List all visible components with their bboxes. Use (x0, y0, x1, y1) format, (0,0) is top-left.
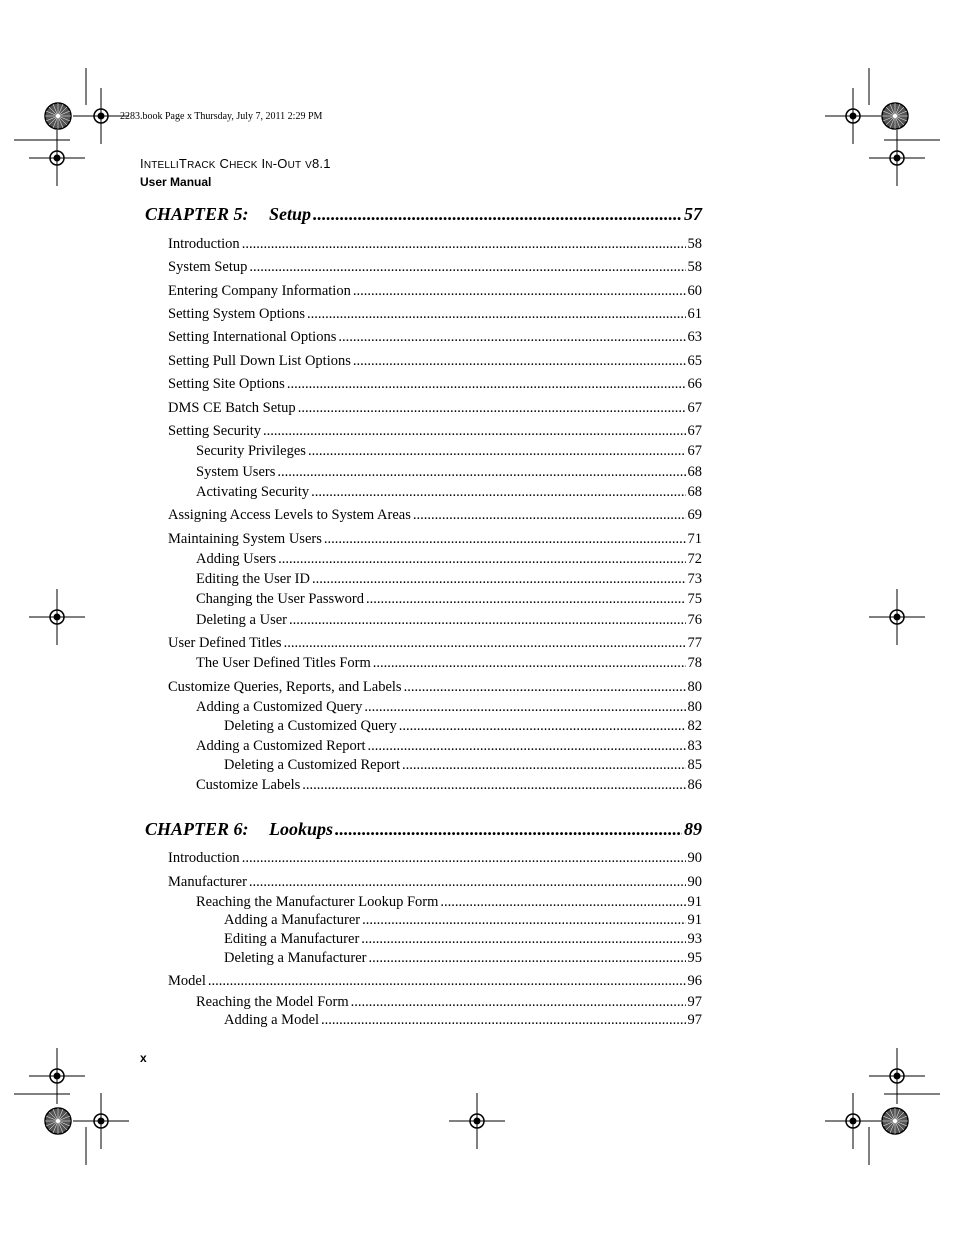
dot-leader (242, 850, 686, 867)
toc-entry-page: 71 (687, 531, 702, 547)
dot-leader (373, 655, 686, 672)
toc-entry-page: 63 (687, 329, 702, 345)
toc-entry-page: 82 (687, 718, 702, 734)
dot-leader (362, 912, 685, 929)
dot-leader (335, 819, 682, 840)
toc-entry[interactable] (168, 376, 702, 393)
dot-leader (298, 400, 686, 417)
toc-entry-label: Security Privileges (196, 443, 306, 459)
toc-entry-page: 97 (687, 994, 702, 1010)
toc-entry-page: 97 (687, 1012, 702, 1028)
toc-entry-page: 72 (687, 551, 702, 567)
toc-entry[interactable] (168, 850, 702, 867)
toc-entry[interactable] (196, 655, 702, 672)
dot-leader (366, 591, 686, 608)
toc-entry-label: Changing the User Password (196, 591, 364, 607)
toc-entry-page: 58 (687, 259, 702, 275)
toc-entry[interactable] (168, 283, 702, 300)
toc-entry-page: 91 (687, 894, 702, 910)
chapter-number: CHAPTER 6: (145, 819, 249, 839)
toc-entry-page: 67 (687, 443, 702, 459)
dot-leader (249, 259, 685, 276)
dot-leader (368, 738, 686, 755)
toc-entry-label: Deleting a User (196, 612, 287, 628)
toc-entry-label: Adding Users (196, 551, 277, 567)
toc-entry[interactable] (168, 423, 702, 440)
toc-entry[interactable] (196, 591, 702, 608)
chapter-title: Lookups (269, 819, 334, 839)
toc-entry-page: 66 (687, 376, 702, 392)
toc-entry[interactable] (224, 1012, 702, 1029)
dot-leader (402, 757, 686, 774)
toc-entry[interactable] (168, 507, 702, 524)
toc-chapter-heading[interactable] (145, 204, 702, 225)
dot-leader (313, 204, 682, 225)
toc-entry[interactable] (168, 531, 702, 548)
toc-entry-page: 77 (687, 635, 702, 651)
chapter-page-number: 89 (684, 819, 702, 839)
toc-entry[interactable] (196, 699, 702, 716)
toc-entry[interactable] (196, 612, 702, 629)
dot-leader (242, 236, 686, 253)
toc-entry-page: 96 (687, 973, 702, 989)
toc-entry-page: 60 (687, 283, 702, 299)
toc-chapter-heading[interactable] (145, 819, 702, 840)
toc-entry-page: 75 (687, 591, 702, 607)
toc-entry-label: Model (168, 973, 206, 989)
toc-entry-label: Setting Pull Down List Options (168, 353, 351, 369)
toc-entry-page: 80 (687, 679, 702, 695)
toc-entry-label: Activating Security (196, 484, 310, 500)
toc-entry-label: Introduction (168, 850, 240, 866)
toc-entry-label: Customize Queries, Reports, and Labels (168, 679, 402, 695)
dot-leader (287, 376, 686, 393)
toc-entry[interactable] (168, 874, 702, 891)
toc-entry-label: Deleting a Customized Query (224, 718, 397, 734)
toc-entry[interactable] (168, 973, 702, 990)
toc-entry[interactable] (168, 236, 702, 253)
toc-entry-label: Editing a Manufacturer (224, 931, 360, 947)
dot-leader (249, 874, 686, 891)
toc-entry[interactable] (196, 738, 702, 755)
toc-entry-page: 90 (687, 874, 702, 890)
dot-leader (413, 507, 686, 524)
toc-entry-page: 73 (687, 571, 702, 587)
running-header-title: INTELLITRACK CHECK IN-OUT V8.1 (140, 156, 331, 171)
dot-leader (361, 931, 685, 948)
toc-entry-label: Adding a Customized Query (196, 699, 363, 715)
toc-entry-label: Editing the User ID (196, 571, 310, 587)
toc-entry-page: 61 (687, 306, 702, 322)
dot-leader (312, 571, 686, 588)
dot-leader (351, 994, 686, 1011)
dot-leader (324, 531, 686, 548)
toc-entry-label: Reaching the Model Form (196, 994, 349, 1010)
chapter-title: Setup (269, 204, 312, 224)
toc-entry[interactable] (196, 777, 702, 794)
toc-entry[interactable] (168, 400, 702, 417)
toc-entry[interactable] (168, 306, 702, 323)
toc-entry-label: Maintaining System Users (168, 531, 322, 547)
dot-leader (399, 718, 686, 735)
toc-entry[interactable] (196, 443, 702, 460)
toc-entry-page: 91 (687, 912, 702, 928)
dot-leader (308, 443, 686, 460)
toc-entry[interactable] (224, 718, 702, 735)
toc-entry-label: Entering Company Information (168, 283, 351, 299)
toc-entry-label: Assigning Access Levels to System Areas (168, 507, 411, 523)
toc-entry[interactable] (168, 329, 702, 346)
toc-entry[interactable] (196, 464, 702, 481)
toc-entry[interactable] (168, 679, 702, 696)
dot-leader (307, 306, 686, 323)
dot-leader (440, 894, 685, 911)
dot-leader (369, 950, 686, 967)
toc-entry-page: 86 (687, 777, 702, 793)
dot-leader (208, 973, 686, 990)
dot-leader (263, 423, 685, 440)
dot-leader (353, 283, 686, 300)
toc-entry-label: Setting International Options (168, 329, 337, 345)
toc-entry-page: 95 (687, 950, 702, 966)
toc-entry-page: 80 (687, 699, 702, 715)
chapter-page-number: 57 (684, 204, 702, 224)
toc-entry-label: Adding a Customized Report (196, 738, 366, 754)
toc-entry-label: Setting System Options (168, 306, 305, 322)
toc-entry-label: Deleting a Customized Report (224, 757, 400, 773)
toc-entry-label: Reaching the Manufacturer Lookup Form (196, 894, 439, 910)
toc-entry-label: Adding a Model (224, 1012, 320, 1028)
page-number: x (140, 1051, 147, 1065)
toc-entry[interactable] (196, 484, 702, 501)
toc-entry[interactable] (224, 931, 702, 948)
dot-leader (364, 699, 685, 716)
toc-entry[interactable] (168, 259, 702, 276)
dot-leader (302, 777, 685, 794)
dot-leader (321, 1012, 685, 1029)
toc-entry-page: 68 (687, 464, 702, 480)
toc-entry[interactable] (224, 950, 702, 967)
toc-entry-label: Deleting a Manufacturer (224, 950, 367, 966)
toc-entry[interactable] (196, 894, 702, 911)
toc-entry[interactable] (168, 353, 702, 370)
toc-entry-page: 58 (687, 236, 702, 252)
toc-entry-page: 76 (687, 612, 702, 628)
dot-leader (311, 484, 685, 501)
toc-entry-label: The User Defined Titles Form (196, 655, 371, 671)
dot-leader (289, 612, 686, 629)
toc-entry-page: 78 (687, 655, 702, 671)
toc-entry-label: System Setup (168, 259, 248, 275)
toc-entry-label: User Defined Titles (168, 635, 282, 651)
toc-entry-label: DMS CE Batch Setup (168, 400, 296, 416)
toc-entry-page: 93 (687, 931, 702, 947)
toc-entry[interactable] (196, 994, 702, 1011)
dot-leader (338, 329, 685, 346)
toc-entry-label: Customize Labels (196, 777, 301, 793)
toc-entry-page: 85 (687, 757, 702, 773)
toc-entry-page: 83 (687, 738, 702, 754)
toc-entry[interactable] (224, 757, 702, 774)
toc-entry[interactable] (168, 635, 702, 652)
toc-entry-label: Setting Security (168, 423, 262, 439)
toc-entry-page: 69 (687, 507, 702, 523)
print-slug-line: 2283.book Page x Thursday, July 7, 2011 2:29 PM (120, 111, 323, 122)
toc-entry-label: Setting Site Options (168, 376, 285, 392)
toc-entry-page: 90 (687, 850, 702, 866)
dot-leader (277, 464, 685, 481)
chapter-number: CHAPTER 5: (145, 204, 249, 224)
dot-leader (284, 635, 686, 652)
toc-entry-page: 65 (687, 353, 702, 369)
dot-leader (278, 551, 685, 568)
toc-entry[interactable] (224, 912, 702, 929)
toc-entry[interactable] (196, 571, 702, 588)
dot-leader (404, 679, 686, 696)
toc-entry-page: 67 (687, 400, 702, 416)
toc-entry-label: Adding a Manufacturer (224, 912, 361, 928)
dot-leader (353, 353, 686, 370)
toc-entry-label: Manufacturer (168, 874, 247, 890)
toc-entry-label: System Users (196, 464, 276, 480)
toc-entry-page: 67 (687, 423, 702, 439)
toc-entry-page: 68 (687, 484, 702, 500)
toc-entry-label: Introduction (168, 236, 240, 252)
toc-entry[interactable] (196, 551, 702, 568)
running-header-subtitle: User Manual (140, 175, 212, 189)
